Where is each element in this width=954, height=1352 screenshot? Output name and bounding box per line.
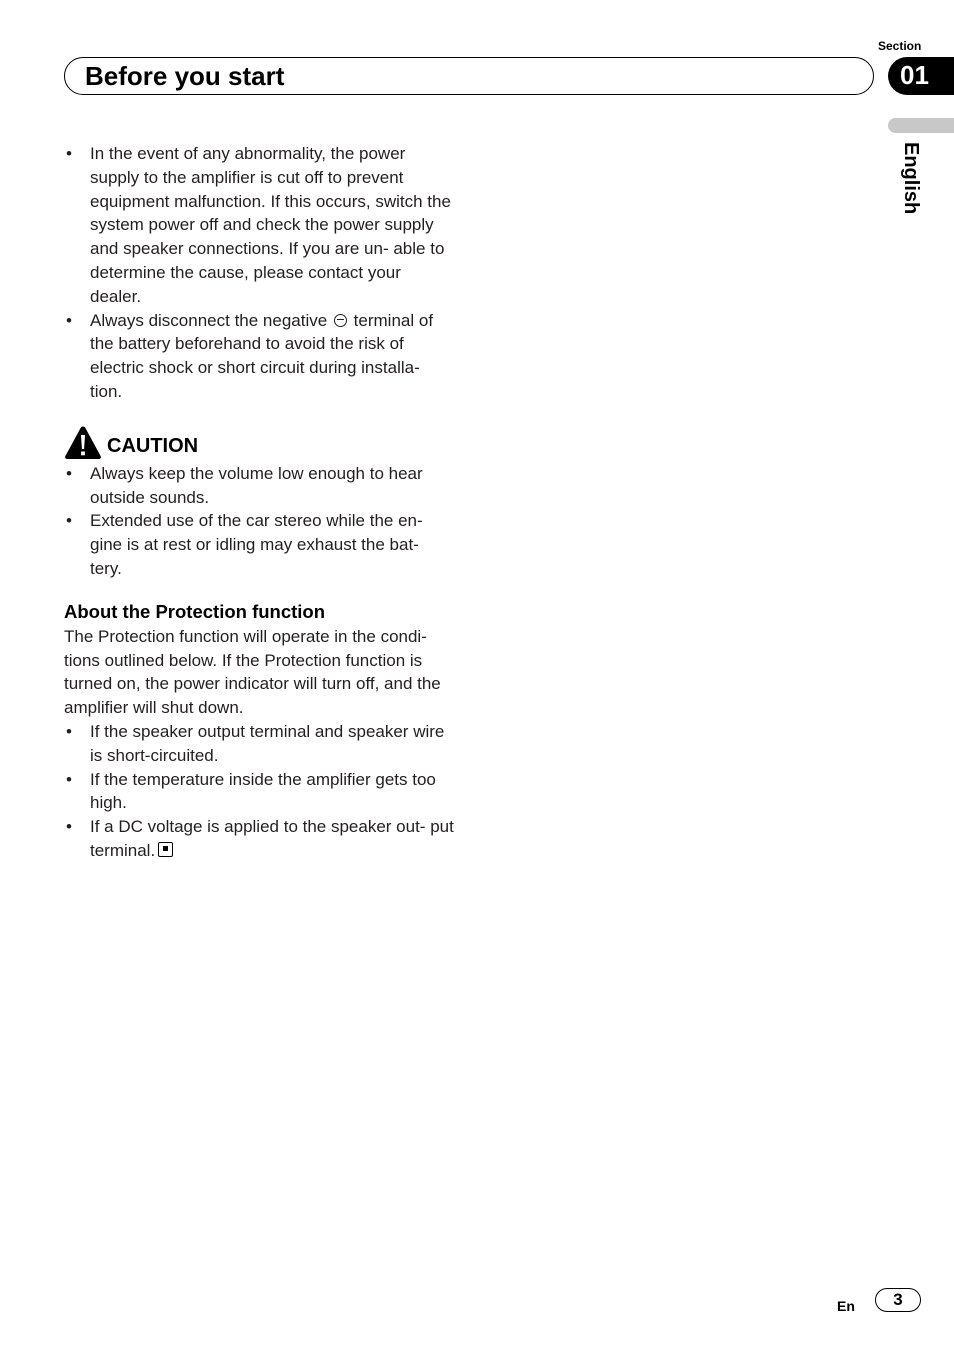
list-item: • Extended use of the car stereo while the en- gine is at rest or idling may exhaust the bat- tery. xyxy=(64,509,454,580)
minus-circle-icon xyxy=(334,314,347,327)
end-square-icon xyxy=(158,842,173,857)
page-title: Before you start xyxy=(85,61,285,91)
language-tab xyxy=(888,118,954,133)
protection-list xyxy=(64,720,454,863)
list-item: • If the temperature inside the amplifier gets too high. xyxy=(64,768,454,816)
list-item: • Always keep the volume low enough to hear outside sounds. xyxy=(64,462,454,510)
list-item: • In the event of any abnormality, the power supply to the amplifier is cut off to prevent equipment malfunction. If this occurs, switch the system power off and check the power supply and speaker connections. If you are un- able to determine the cause, please contact your dealer. xyxy=(64,142,454,309)
protection-heading: About the Protection function xyxy=(64,600,326,622)
list-item xyxy=(64,309,454,404)
warning-triangle-icon xyxy=(64,425,102,461)
footer-language-code: En xyxy=(837,1298,855,1314)
caution-list xyxy=(64,462,454,581)
protection-paragraph: The Protection function will operate in the condi- tions outlined below. If the Protection function is turned on, the power indicator will turn off, and the amplifier will shut down. xyxy=(64,626,441,718)
caution-label: CAUTION xyxy=(107,434,199,457)
page-title-bar xyxy=(64,57,874,95)
list-item: • If the speaker output terminal and speaker wire is short-circuited. xyxy=(64,720,454,768)
main-column xyxy=(64,142,454,863)
list-item-text: terminal of the battery beforehand to avoid the risk of electric shock or short circuit during installa- tion. xyxy=(90,310,434,401)
page-number: 3 xyxy=(875,1288,921,1312)
intro-list xyxy=(64,142,454,404)
list-item-text: If a DC voltage is applied to the speaker out- put terminal. xyxy=(90,817,454,860)
section-label: Section xyxy=(878,39,922,53)
language-label: English xyxy=(900,142,922,215)
list-item xyxy=(64,815,454,863)
caution-heading xyxy=(64,424,454,462)
list-item-text: Always disconnect the negative xyxy=(90,310,328,330)
section-number: 01 xyxy=(900,60,929,90)
section-number-tab xyxy=(888,57,954,95)
